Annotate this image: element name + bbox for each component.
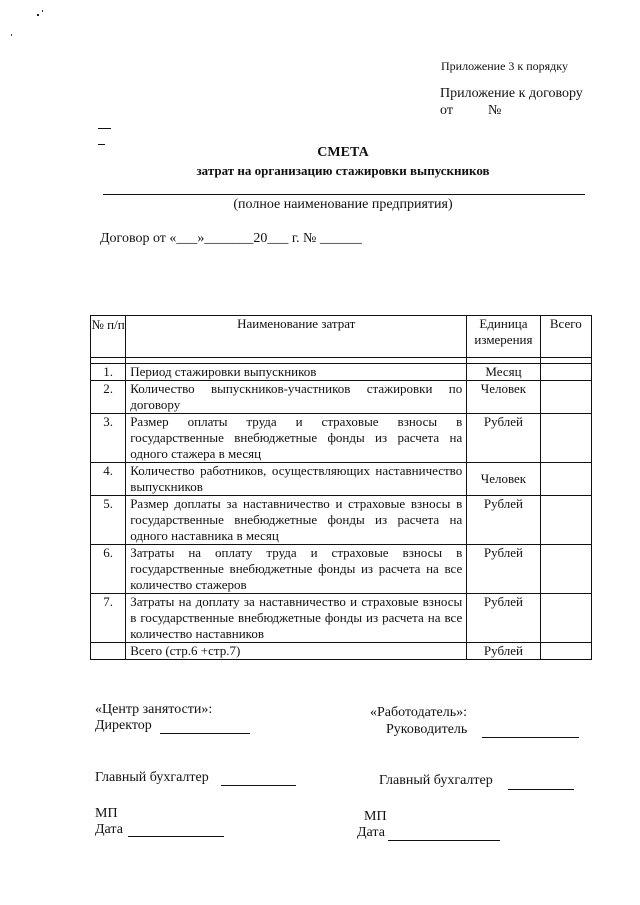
row-name: Размер оплаты труда и страховые взносы в государственные внебюджетные фонды из расчета на одного стажера в месяц: [126, 414, 467, 463]
row-num: 7.: [91, 594, 126, 643]
director-signature-line: [160, 733, 250, 734]
row-name: Период стажировки выпускников: [126, 364, 467, 381]
row-num: 2.: [91, 381, 126, 414]
company-name-caption: (полное наименование предприятия): [233, 197, 453, 212]
table-row: [91, 414, 592, 463]
employment-center-label: «Центр занятости»:: [95, 702, 213, 717]
row-name: Количество выпускников-участников стажировки по договору: [126, 381, 467, 414]
row-unit: Рублей: [467, 414, 540, 463]
header-unit: Единица измерения: [467, 316, 540, 358]
row-name: Затраты на оплату труда и страховые взносы в государственные внебюджетные фонды из расчета на все количество стажеров: [126, 545, 467, 594]
row-total: [540, 463, 591, 496]
row-total: [540, 545, 591, 594]
row-unit: Месяц: [467, 364, 540, 381]
row-name: Затраты на доплату за наставничество и страховые взносы в государственные внебюджетные фонды из расчета на все количество наставников: [126, 594, 467, 643]
left-accountant-signature-line: [221, 785, 296, 786]
row-num: 1.: [91, 364, 126, 381]
table-row: [91, 496, 592, 545]
header-total: Всего: [540, 316, 591, 358]
right-accountant-signature-line: [508, 789, 574, 790]
row-unit: Рублей: [467, 643, 540, 660]
header-num: № п/п: [91, 316, 126, 358]
right-seal-label: МП: [364, 809, 387, 824]
document-title: СМЕТА: [317, 145, 369, 160]
row-total: [540, 381, 591, 414]
row-total: [540, 414, 591, 463]
margin-dash: [98, 128, 111, 129]
row-total: [540, 643, 591, 660]
contract-number-label: №: [488, 103, 502, 118]
left-date-label: Дата: [95, 822, 123, 837]
table-row-total: [91, 643, 592, 660]
row-name: Размер доплаты за наставничество и страховые взносы в государственные внебюджетные фонды из расчета на одного наставника в месяц: [126, 496, 467, 545]
table-row: [91, 381, 592, 414]
right-date-label: Дата: [357, 825, 385, 840]
row-num: 3.: [91, 414, 126, 463]
employer-label: «Работодатель»:: [370, 705, 468, 720]
row-unit: Человек: [467, 381, 540, 414]
appendix-order-label: Приложение 3 к порядку: [441, 59, 568, 73]
scan-speck: [37, 14, 39, 16]
row-num: 4.: [91, 463, 126, 496]
row-unit: Человек: [467, 463, 540, 496]
row-num: 6.: [91, 545, 126, 594]
right-accountant-label: Главный бухгалтер: [379, 773, 493, 788]
table-row: [91, 364, 592, 381]
table-row: [91, 594, 592, 643]
appendix-contract-label: Приложение к договору: [440, 86, 583, 101]
row-num: 5.: [91, 496, 126, 545]
row-name: Количество работников, осуществляющих наставничество выпускников: [126, 463, 467, 496]
row-total: [540, 364, 591, 381]
left-seal-label: МП: [95, 806, 118, 821]
right-date-line: [388, 840, 500, 841]
director-label: Директор: [95, 718, 152, 733]
table-header-row: [91, 316, 592, 358]
left-date-line: [128, 836, 224, 837]
row-num: [91, 643, 126, 660]
document-subtitle: затрат на организацию стажировки выпускников: [196, 163, 490, 178]
row-unit: Рублей: [467, 545, 540, 594]
company-name-line: [103, 194, 585, 195]
row-unit: Рублей: [467, 496, 540, 545]
row-unit: Рублей: [467, 594, 540, 643]
manager-label: Руководитель: [386, 722, 468, 737]
row-name: Всего (стр.6 +стр.7): [126, 643, 467, 660]
estimate-table: [90, 315, 592, 660]
scan-speck: [42, 10, 43, 12]
row-total: [540, 594, 591, 643]
row-total: [540, 496, 591, 545]
table-row: [91, 463, 592, 496]
left-accountant-label: Главный бухгалтер: [95, 770, 209, 785]
header-name: Наименование затрат: [126, 316, 467, 358]
contract-from-label: от: [440, 103, 453, 118]
contract-date-line: Договор от «___»_______20___ г. № ______: [100, 231, 362, 246]
scan-speck: [11, 34, 12, 36]
table-row: [91, 545, 592, 594]
manager-signature-line: [482, 737, 579, 738]
